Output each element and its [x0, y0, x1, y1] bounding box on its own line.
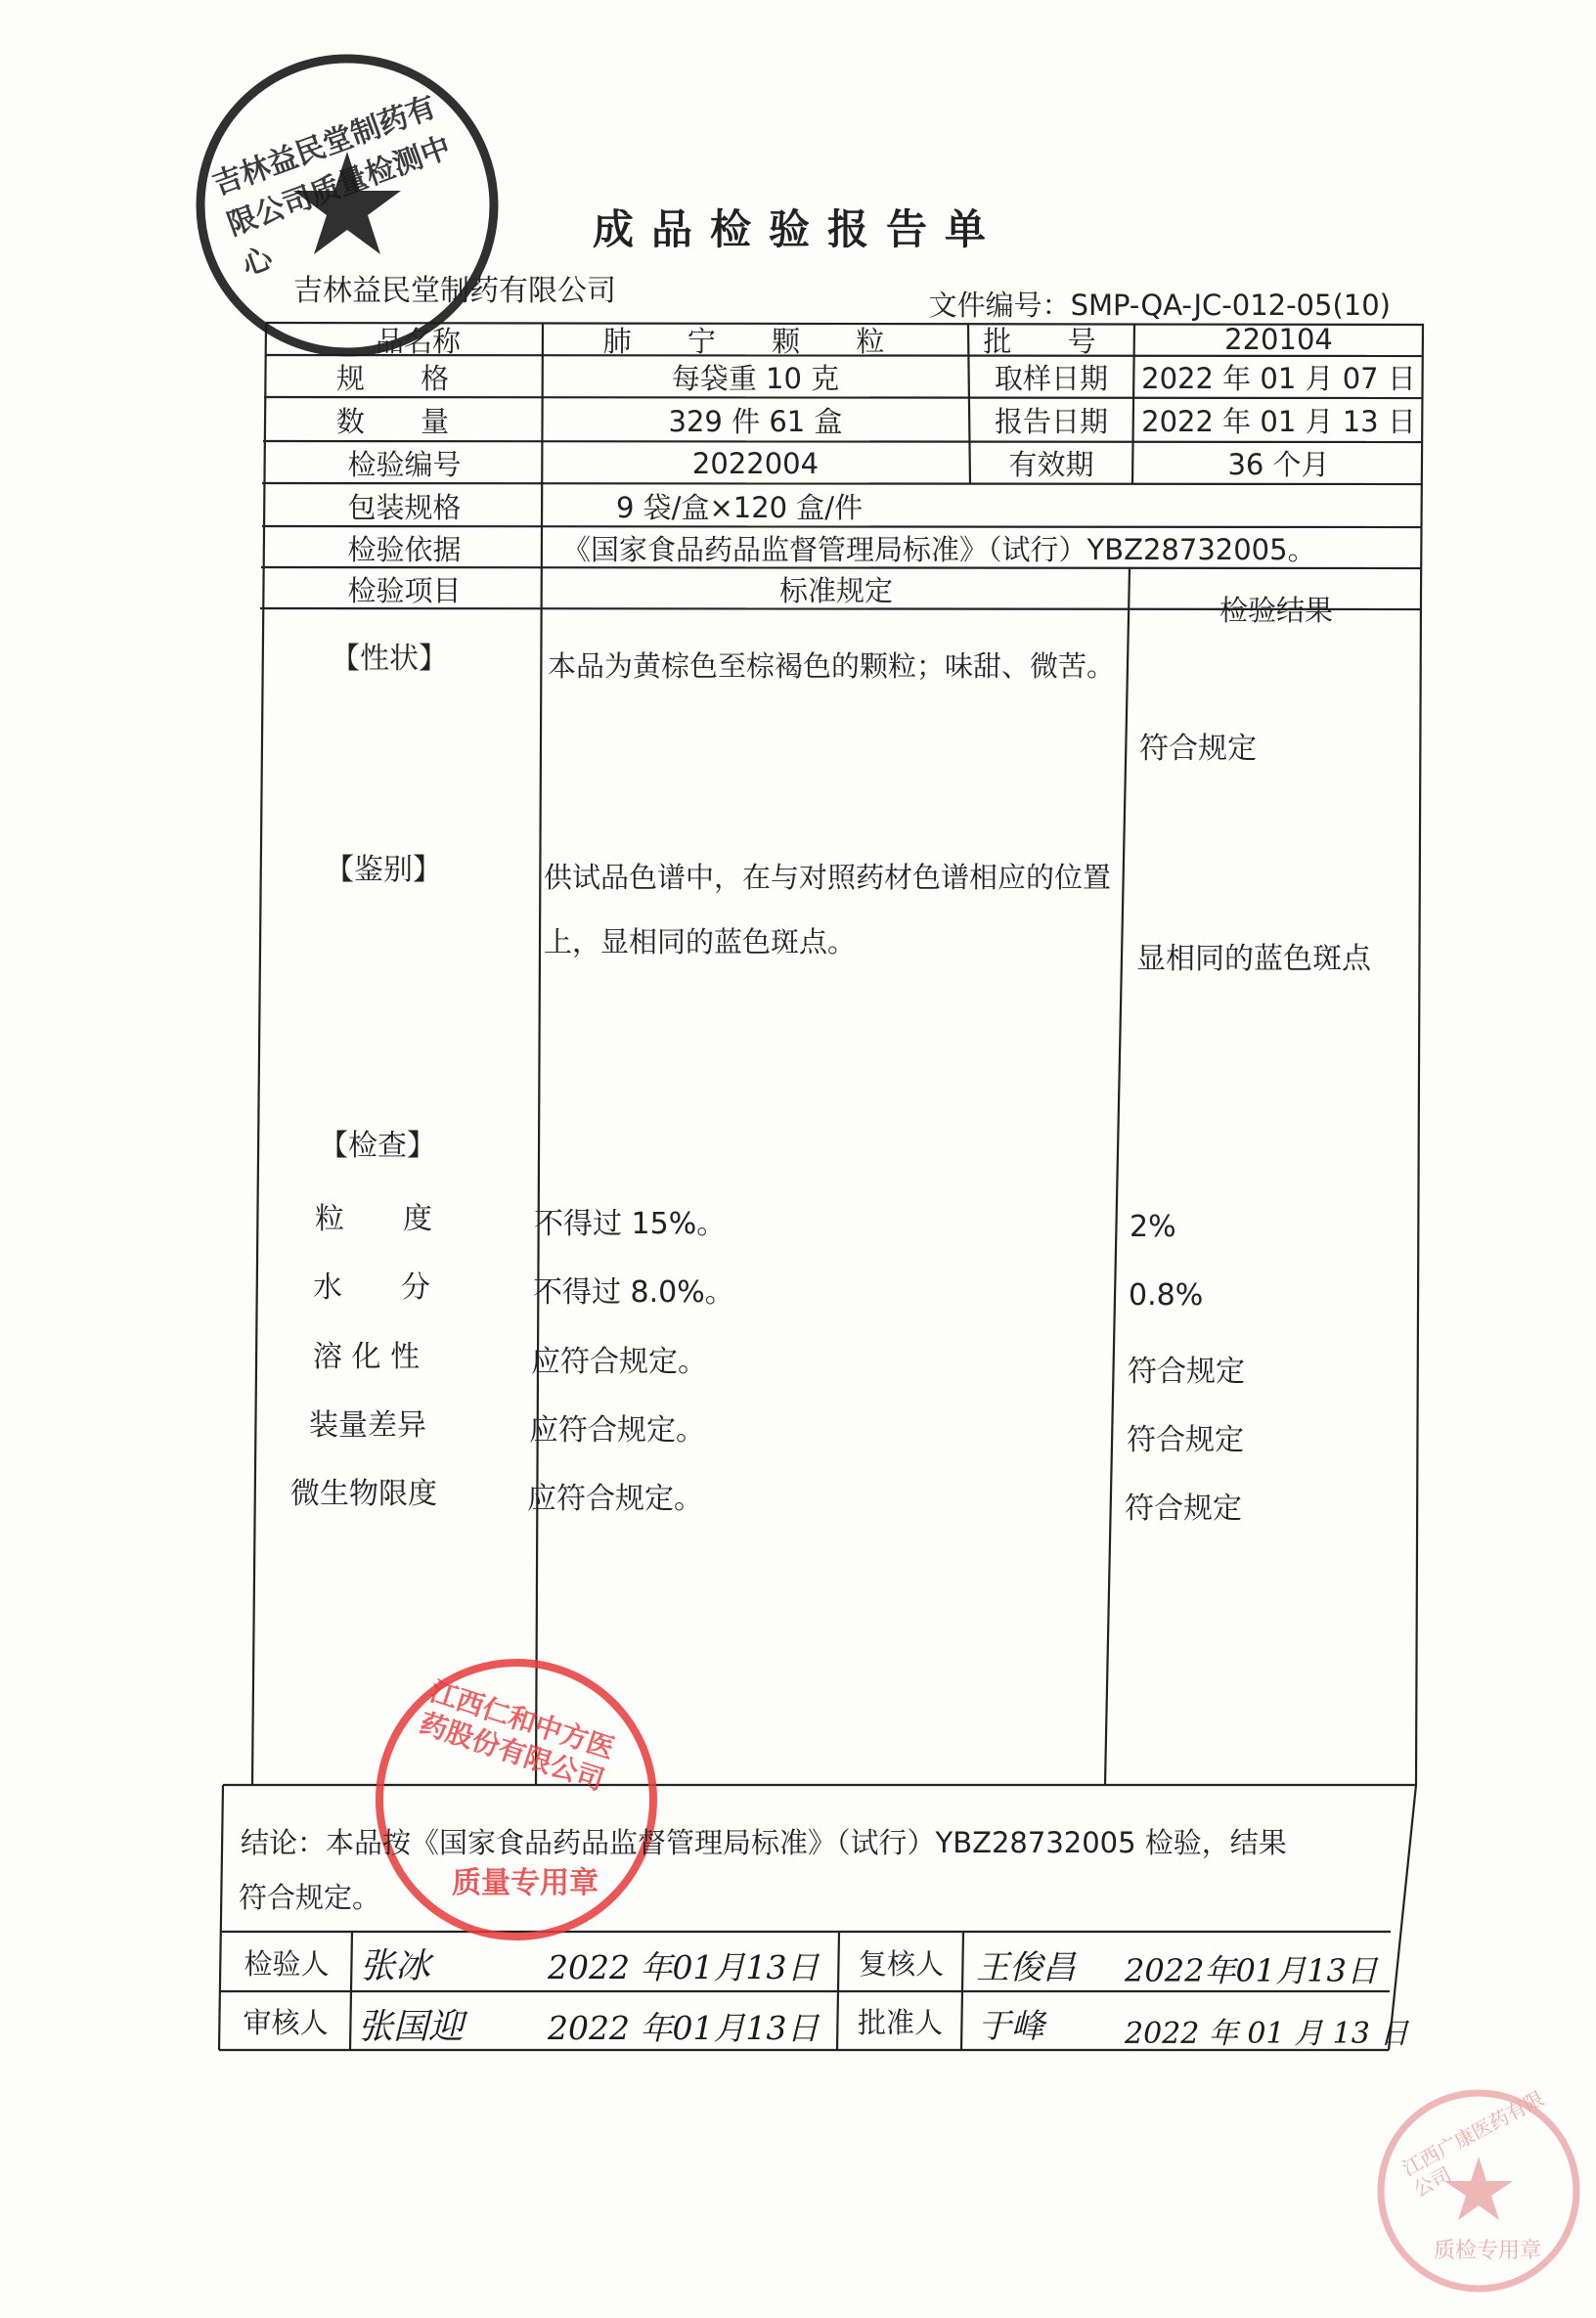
package-spec-label: 包装规格 [347, 490, 462, 524]
check-granularity-name: 粒 度 [315, 1202, 432, 1236]
approver-label: 批准人 [857, 2006, 943, 2039]
checker-signature: 王俊昌 [976, 1948, 1076, 1987]
approver-date: 2022 年 01 月 13 日 [1125, 2017, 1409, 2051]
inspection-basis-label: 检验依据 [347, 532, 462, 566]
company-name: 吉林益民堂制药有限公司 [293, 274, 616, 308]
report-date-label: 报告日期 [994, 404, 1108, 438]
spec-value: 每袋重 10 克 [671, 362, 840, 395]
item-inspection-heading: 【检查】 [319, 1129, 436, 1163]
product-name-label: 品名称 [375, 324, 461, 358]
report-date-value: 2022 年 01 月 13 日 [1141, 404, 1416, 438]
item-character-result: 符合规定 [1139, 732, 1257, 766]
conclusion-line-1: 结论：本品按《国家食品药品监督管理局标准》（试行）YBZ28732005 检验，结果 [241, 1826, 1287, 1859]
check-solubility-name: 溶 化 性 [313, 1340, 421, 1374]
sampling-date-label: 取样日期 [994, 362, 1108, 395]
check-fill-variation-standard: 应符合规定。 [529, 1413, 705, 1448]
stamp-bottom-right-bottom: 质检专用章 [1434, 2239, 1542, 2263]
batch-value: 220104 [1224, 323, 1333, 356]
column-header-result: 检验结果 [1219, 593, 1333, 627]
conclusion-line-2: 符合规定。 [239, 1881, 381, 1914]
stamp-top-left-text: 吉林益民堂制药有限公司质量检测中心 [208, 89, 456, 284]
quantity-label: 数 量 [335, 404, 473, 438]
package-spec-value: 9 袋/盒×120 盒/件 [616, 490, 864, 524]
approver-signature: 于峰 [978, 2007, 1044, 2046]
item-identification-name: 【鉴别】 [325, 853, 442, 887]
stamp-middle-bottom: 质量专用章 [452, 1866, 598, 1900]
inspector-date: 2022 年01月13日 [548, 1948, 820, 1986]
check-granularity-standard: 不得过 15%。 [534, 1207, 727, 1241]
check-microbial-name: 微生物限度 [290, 1477, 437, 1511]
inspection-basis-value: 《国家食品药品监督管理局标准》（试行）YBZ28732005。 [562, 532, 1316, 566]
checker-date: 2022年01月13日 [1125, 1952, 1378, 1989]
check-granularity-result: 2% [1130, 1210, 1176, 1244]
stamp-bottom-right-text: 江西广康医药有限公司 [1398, 2086, 1548, 2202]
inspection-number-value: 2022004 [691, 446, 820, 480]
check-moisture-name: 水 分 [313, 1270, 430, 1305]
item-character-name: 【性状】 [331, 642, 448, 676]
inspector-signature: 张冰 [360, 1946, 431, 1986]
check-microbial-result: 符合规定 [1125, 1492, 1242, 1526]
batch-label: 批 号 [983, 324, 1120, 358]
column-header-standard: 标准规定 [778, 573, 893, 607]
stamp-middle-text: 江西仁和中方医药股份有限公司 [416, 1674, 619, 1797]
check-solubility-result: 符合规定 [1128, 1355, 1245, 1389]
sampling-date-value: 2022 年 01 月 07 日 [1141, 362, 1416, 395]
check-moisture-standard: 不得过 8.0%。 [533, 1275, 734, 1310]
check-moisture-result: 0.8% [1129, 1278, 1204, 1313]
check-solubility-standard: 应符合规定。 [531, 1345, 707, 1379]
check-fill-variation-name: 装量差异 [309, 1408, 426, 1443]
inspection-number-label: 检验编号 [347, 448, 462, 481]
checker-label: 复核人 [858, 1946, 944, 1981]
reviewer-date: 2022 年01月13日 [548, 2009, 820, 2047]
column-header-item: 检验项目 [347, 573, 462, 607]
check-fill-variation-result: 符合规定 [1127, 1423, 1244, 1457]
inspector-label: 检验人 [244, 1946, 330, 1981]
validity-value: 36 个月 [1227, 448, 1330, 481]
item-identification-standard: 供试品色谱中，在与对照药材色谱相应的位置上，显相同的蓝色斑点。 [544, 861, 1112, 958]
product-name-value: 肺 宁 颗 粒 [602, 324, 909, 358]
item-character-standard: 本品为黄棕色至棕褐色的颗粒；味甜、微苦。 [548, 649, 1116, 683]
item-identification-result: 显相同的蓝色斑点 [1136, 942, 1371, 976]
report-title: 成品检验报告单 [592, 205, 1003, 253]
check-microbial-standard: 应符合规定。 [527, 1482, 703, 1516]
reviewer-signature: 张国迎 [358, 2007, 465, 2047]
quantity-value: 329 件 61 盒 [668, 404, 843, 438]
document-number: 文件编号：SMP-QA-JC-012-05(10) [928, 289, 1391, 322]
validity-label: 有效期 [1008, 448, 1094, 481]
spec-label: 规 格 [335, 362, 473, 395]
reviewer-label: 审核人 [243, 2006, 329, 2039]
